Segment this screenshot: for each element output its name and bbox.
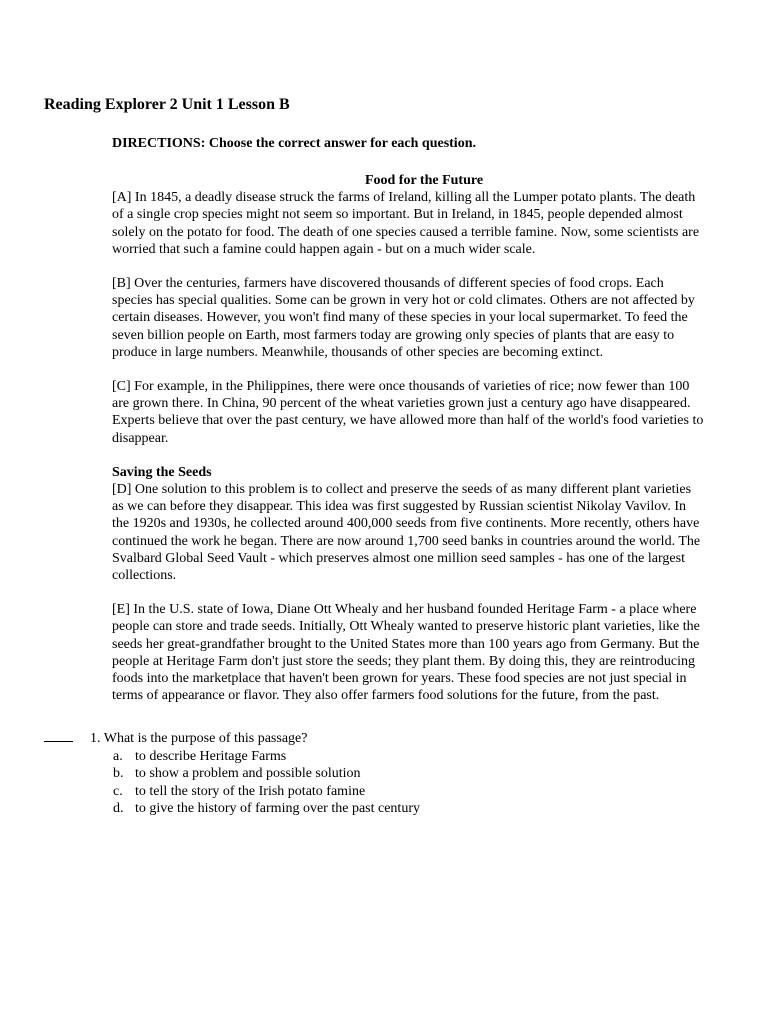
- option-text: to give the history of farming over the past century: [135, 801, 420, 817]
- option-a[interactable]: [113, 748, 724, 766]
- answer-blank[interactable]: [44, 727, 73, 742]
- option-text: to describe Heritage Farms: [135, 748, 287, 764]
- option-letter: c.: [113, 783, 123, 799]
- option-c[interactable]: [113, 783, 724, 801]
- option-letter: b.: [113, 766, 124, 782]
- option-text: to show a problem and possible solution: [135, 766, 361, 782]
- answer-options: [113, 748, 724, 818]
- page-title: Reading Explorer 2 Unit 1 Lesson B: [44, 96, 290, 113]
- option-d[interactable]: [113, 800, 724, 818]
- section-heading: Saving the Seeds: [112, 464, 212, 480]
- passage: [112, 172, 706, 721]
- paragraph-e: [E] In the U.S. state of Iowa, Diane Ott Whealy and her husband founded Heritage Farm - a place where people can store and trade seeds. Initially, Ott Whealy wanted to preserve historic plant varieties, like the seeds her great-grandfather brought to the United States more than 100 years ago from Germany. But the people at Heritage Farm don't just store the seeds; they plant them. By doing this, they are reintroducing foods into the marketplace that haven't been grown for years. These food species are not just special in terms of appearance or flavor. They also offer farmers food solutions for the future, from the past.: [112, 602, 700, 704]
- passage-title: Food for the Future: [364, 173, 484, 188]
- directions: DIRECTIONS: Choose the correct answer for each question.: [112, 136, 476, 151]
- option-b[interactable]: [113, 765, 724, 783]
- paragraph-d: [D] One solution to this problem is to collect and preserve the seeds of as many different plant varieties as we can before they disappear. This idea was first suggested by Russian scientist Nikolay Vavilov. In the 1920s and 1930s, he collected around 400,000 seeds from five continents. More recently, others have continued the work he began. There are now around 1,700 seed banks in countries around the world. The Svalbard Global Seed Vault - which preserves almost one million seed samples - has one of the largest collections.: [112, 482, 701, 584]
- question-text: 1. What is the purpose of this passage?: [90, 731, 308, 746]
- option-text: to tell the story of the Irish potato famine: [135, 783, 366, 799]
- paragraph-a: [A] In 1845, a deadly disease struck the farms of Ireland, killing all the Lumper potato plants. The death of a single crop species might not seem so important. But in Ireland, in 1845, people depended almost solely on the potato for food. The death of one species caused a terrible famine. Now, some scientists are worried that such a famine could happen again - but on a much wider scale.: [112, 190, 700, 257]
- option-letter: d.: [113, 801, 124, 817]
- question-line: [44, 727, 724, 748]
- paragraph-c: [C] For example, in the Philippines, there were once thousands of varieties of rice; now fewer than 100 are grown there. In China, 90 percent of the wheat varieties grown just a century ago have disappeared. Experts believe that over the past century, we have allowed more than half of the world's food varieties to disappear.: [112, 379, 704, 446]
- question-1: [44, 727, 724, 818]
- option-letter: a.: [113, 748, 123, 764]
- paragraph-b: [B] Over the centuries, farmers have discovered thousands of different species of food crops. Each species has special qualities. Some can be grown in very hot or cold climates. Others are not affected by certain diseases. However, you won't find many of these species in your local supermarket. To feed the seven billion people on Earth, most farmers today are growing only species of plants that are easy to produce in large numbers. Meanwhile, thousands of other species are becoming extinct.: [112, 276, 695, 360]
